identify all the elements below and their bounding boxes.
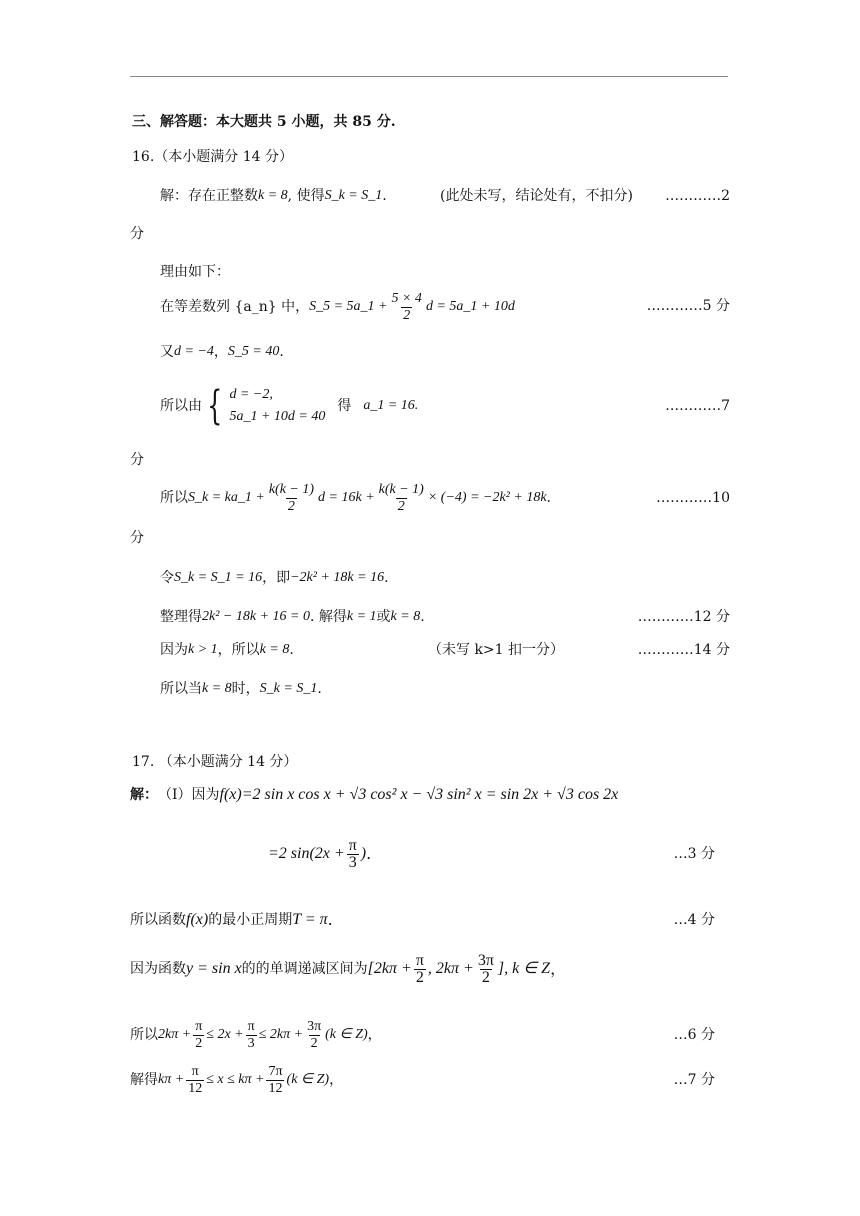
text: 或 xyxy=(376,609,391,625)
math: × (−4) = −2k² + 18k xyxy=(427,490,547,505)
math: 2k² − 18k + 16 = 0 xyxy=(202,609,310,624)
numerator: π xyxy=(191,1063,199,1079)
q17-line-5 xyxy=(130,1015,382,1055)
q16-header: 16.（本小题满分 14 分） xyxy=(132,149,293,165)
math: S_k = S_1 xyxy=(259,681,318,696)
q16-line-1 xyxy=(160,186,387,206)
math: ≤ 2x + xyxy=(206,1027,244,1042)
numerator: π xyxy=(348,836,357,854)
q16-points-10-cont: 分 xyxy=(130,530,144,546)
text: . xyxy=(546,490,551,506)
header-rule xyxy=(130,76,728,77)
fraction xyxy=(186,1064,204,1097)
fraction xyxy=(246,1019,257,1052)
text: . 解得 xyxy=(309,609,347,625)
q17-points-6: …6 分 xyxy=(673,1027,715,1043)
numerator: π xyxy=(415,951,424,969)
text: . xyxy=(289,642,294,658)
numerator: 5 × 4 xyxy=(391,290,422,306)
q16-points-7-cont: 分 xyxy=(130,452,144,468)
math: k = 8 xyxy=(258,188,288,203)
numerator: 3π xyxy=(307,1018,322,1034)
text: 在等差数列 {a_n} 中， xyxy=(160,299,310,315)
denominator: 2 xyxy=(481,968,490,986)
q17-line-4 xyxy=(130,948,566,990)
fraction xyxy=(305,1019,323,1052)
q16-line-9 xyxy=(160,640,294,660)
text: . xyxy=(366,844,372,863)
numerator: π xyxy=(247,1018,255,1034)
text: ， xyxy=(213,344,228,360)
math: ≤ 2kπ + xyxy=(258,1027,304,1042)
q17-points-4: …4 分 xyxy=(673,912,715,928)
math: k = 8 xyxy=(202,681,232,696)
text: . xyxy=(384,570,389,586)
q16-points-5: …………5 分 xyxy=(646,298,730,314)
text: ， xyxy=(367,1027,382,1043)
text: . xyxy=(327,910,333,929)
denominator: 2 xyxy=(397,498,405,514)
text: 的最小正周期 xyxy=(208,912,293,928)
fraction xyxy=(389,291,423,324)
system-row: d = −2, xyxy=(229,387,273,402)
q16-points-12: …………12 分 xyxy=(637,609,730,625)
denominator: 3 xyxy=(247,1035,255,1051)
q17-line-2 xyxy=(268,832,371,876)
math: S_k = S_1 xyxy=(324,188,383,203)
math: kπ + xyxy=(158,1072,185,1087)
equation-system xyxy=(202,384,325,428)
math: f(x) xyxy=(186,911,209,928)
math: k > 1 xyxy=(188,642,218,657)
text: 所以 xyxy=(130,1027,158,1043)
q16-line-8 xyxy=(160,607,425,627)
q16-points-2-cont: 分 xyxy=(130,226,144,242)
numerator: k(k − 1) xyxy=(378,481,424,497)
text: 因为函数 xyxy=(130,961,186,977)
math: , 2kπ + xyxy=(427,960,474,977)
denominator: 2 xyxy=(310,1035,318,1051)
solution-label: 解： xyxy=(130,787,158,803)
denominator: 12 xyxy=(188,1080,203,1096)
math: ) xyxy=(360,845,367,862)
brace: { xyxy=(207,383,223,429)
q16-line-4 xyxy=(160,342,284,362)
text: ，即 xyxy=(262,570,291,586)
q16-line-1-note: (此处未写，结论处有，不扣分) xyxy=(440,188,633,204)
denominator: 2 xyxy=(195,1035,203,1051)
q17-line-1 xyxy=(130,785,618,805)
numerator: π xyxy=(195,1018,203,1034)
math: S_k = ka_1 + xyxy=(188,490,265,505)
math: f(x)=2 sin x cos x + √3 cos² x − √3 sin² x = sin 2x + √3 cos 2x xyxy=(219,786,619,803)
q16-line-7 xyxy=(160,568,389,588)
text: ， xyxy=(550,959,567,978)
q16-line-3 xyxy=(160,288,515,326)
math: d = −4 xyxy=(174,344,214,359)
q16-line-9-note: （未写 k>1 扣一分） xyxy=(428,642,565,658)
fraction xyxy=(347,838,359,871)
text: 的的单调递减区间为 xyxy=(241,961,368,977)
q16-line-6 xyxy=(160,478,551,518)
fraction xyxy=(193,1019,204,1052)
q16-line-10 xyxy=(160,679,322,699)
q17-line-6 xyxy=(130,1060,343,1100)
text: 时， xyxy=(231,681,260,697)
math: T = π xyxy=(292,911,328,928)
math: k = 1 xyxy=(346,609,377,624)
system-rows xyxy=(229,384,325,428)
text: 整理得 xyxy=(160,609,202,625)
math: S_k = S_1 = 16 xyxy=(174,570,263,585)
fraction xyxy=(377,482,426,515)
q17-header: 17. （本小题满分 14 分） xyxy=(132,754,298,770)
math: S_5 = 5a_1 + xyxy=(309,299,388,314)
math: d = 16k + xyxy=(318,490,375,505)
numerator: 3π xyxy=(477,951,494,969)
text: 所以 xyxy=(160,490,188,506)
math: ≤ x ≤ kπ + xyxy=(206,1072,265,1087)
numerator: k(k − 1) xyxy=(268,481,315,497)
fraction xyxy=(267,482,316,515)
text: 因为 xyxy=(160,642,188,658)
text: . xyxy=(420,609,425,625)
text: ，所以 xyxy=(217,642,260,658)
math: 2kπ + xyxy=(158,1027,192,1042)
text: 得 xyxy=(337,398,352,414)
denominator: 12 xyxy=(268,1080,283,1096)
q17-points-7: …7 分 xyxy=(673,1072,715,1088)
math: k = 8 xyxy=(259,642,290,657)
q16-line-2: 理由如下： xyxy=(160,264,230,280)
q17-line-3 xyxy=(130,910,333,930)
q16-line-5 xyxy=(160,382,418,430)
denominator: 2 xyxy=(403,307,411,323)
text: ， xyxy=(329,1072,344,1088)
math: S_5 = 40 xyxy=(227,344,280,359)
text: 所以函数 xyxy=(130,912,186,928)
section-title: 三、解答题：本大题共 5 小题，共 85 分. xyxy=(132,114,396,130)
math: ], k ∈ Z xyxy=(497,960,551,977)
text: 所以由 xyxy=(160,398,202,414)
math: =2 sin(2x + xyxy=(268,845,345,862)
text: 又 xyxy=(160,344,174,360)
text: 解：存在正整数 xyxy=(160,188,258,204)
q16-points-2: …………2 xyxy=(665,188,730,204)
text: . xyxy=(279,344,284,360)
text: 解得 xyxy=(130,1072,158,1088)
text: , 使得 xyxy=(287,188,325,204)
text: 令 xyxy=(160,570,174,586)
math: −2k² + 18k = 16 xyxy=(290,570,385,585)
system-row: 5a_1 + 10d = 40 xyxy=(229,409,326,424)
denominator: 3 xyxy=(348,853,357,871)
numerator: 7π xyxy=(268,1063,283,1079)
text: （Ⅰ）因为 xyxy=(158,787,220,803)
math: [2kπ + xyxy=(367,960,412,977)
math: (k ∈ Z) xyxy=(286,1072,330,1087)
text: 所以当 xyxy=(160,681,202,697)
q17-points-3: …3 分 xyxy=(673,846,715,862)
math: y = sin x xyxy=(186,960,242,977)
math: a_1 = 16. xyxy=(363,398,419,413)
math: k = 8 xyxy=(390,609,421,624)
math: (k ∈ Z) xyxy=(325,1027,368,1042)
denominator: 2 xyxy=(287,498,295,514)
math: d = 5a_1 + 10d xyxy=(425,299,515,314)
fraction xyxy=(266,1064,284,1097)
q16-points-7: …………7 xyxy=(665,398,730,414)
text: . xyxy=(317,681,322,697)
q16-points-14: …………14 分 xyxy=(637,642,730,658)
q16-points-10: …………10 xyxy=(656,490,730,506)
text: . xyxy=(382,188,387,204)
fraction xyxy=(414,953,426,986)
fraction xyxy=(476,953,496,986)
denominator: 2 xyxy=(415,968,424,986)
